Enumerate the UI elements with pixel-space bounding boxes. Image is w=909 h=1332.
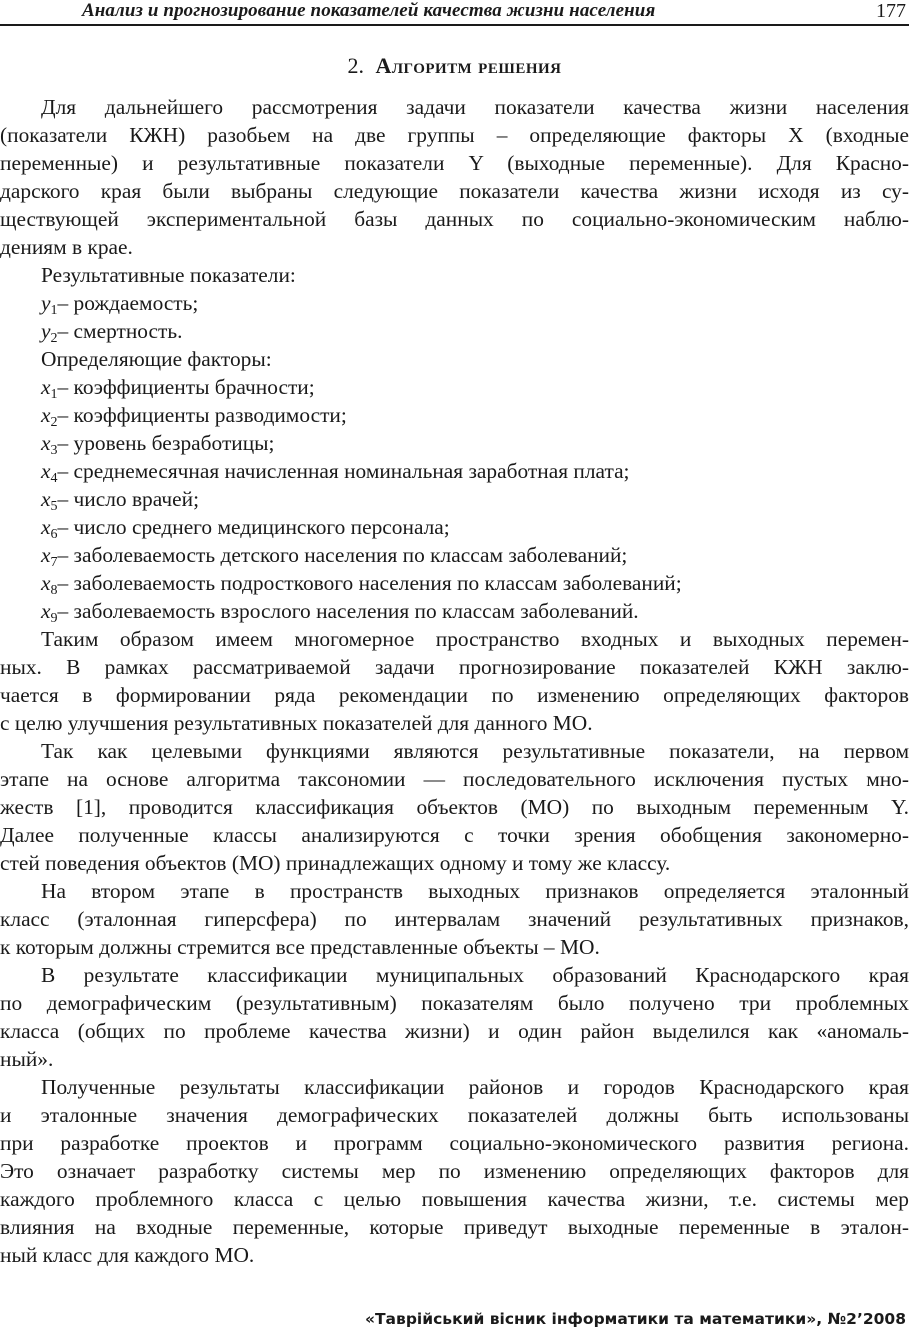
paragraph-line: и эталонные значения демографических показателей должны быть использованы: [0, 1103, 909, 1127]
paragraph-line: стей поведения объектов (МО) принадлежащих одному и тому же классу.: [0, 851, 671, 875]
paragraph-line: Так как целевыми функциями являются результативные показатели, на первом: [41, 739, 909, 763]
variable-symbol: [41, 459, 58, 486]
section-title: Алгоритм решения: [375, 53, 562, 78]
list-item: [41, 430, 901, 456]
variable-index: 4: [50, 471, 58, 486]
variable-symbol: [41, 543, 58, 570]
list-item-text: – заболеваемость взрослого населения по классам заболеваний.: [57, 599, 639, 623]
variable-index: 2: [50, 415, 58, 430]
list-item: [41, 458, 901, 484]
running-header-title: Анализ и прогнозирование показателей качества жизни населения: [82, 0, 656, 21]
variable-index: 3: [50, 443, 58, 458]
variable-symbol: [41, 375, 58, 402]
paragraph-line: Это означает разработку системы мер по изменению определяющих факторов для: [0, 1159, 909, 1183]
paragraph-line: (показатели КЖН) разобьем на две группы – определяющие факторы X (входные: [0, 123, 909, 147]
list-item-text: – смертность.: [57, 319, 183, 343]
variable-symbol: [41, 571, 58, 598]
section-heading: [0, 53, 909, 79]
paragraph-line: Таким образом имеем многомерное пространство входных и выходных перемен-: [41, 627, 909, 651]
list-item: [41, 598, 901, 624]
paragraph-line: класса (общих по проблеме качества жизни) и один район выделился как «аномаль-: [0, 1019, 909, 1043]
list-heading: Определяющие факторы:: [41, 347, 272, 371]
paragraph-line: Для дальнейшего рассмотрения задачи показатели качества жизни населения: [41, 95, 909, 119]
paragraph-line: дениям в крае.: [0, 235, 133, 259]
paragraph-line: переменные) и результативные показатели Y (выходные переменные). Для Красно-: [0, 151, 909, 175]
variable-letter: x: [41, 599, 51, 623]
variable-letter: x: [41, 431, 51, 455]
paragraph-line: этапе на основе алгоритма таксономии — последовательного исключения пустых мно-: [0, 767, 909, 791]
journal-footer: «Таврійський вісник інформатики та математики», №2’2008: [364, 1310, 906, 1328]
paragraph-line: На втором этапе в пространств выходных признаков определяется эталонный: [41, 879, 909, 903]
variable-symbol: [41, 319, 58, 346]
list-item: [41, 318, 901, 344]
paragraph-line: к которым должны стремится все представленные объекты – МО.: [0, 935, 600, 959]
list-item: [41, 514, 901, 540]
variable-symbol: [41, 291, 58, 318]
variable-index: 1: [50, 303, 58, 318]
list-item: [41, 486, 901, 512]
running-header: [0, 0, 909, 24]
paragraph-line: ществующей экспериментальной базы данных по социально-экономическим наблю-: [0, 207, 909, 231]
variable-letter: y: [41, 291, 51, 315]
paragraph-line: при разработке проектов и программ социально-экономического развития региона.: [0, 1131, 909, 1155]
list-item: [41, 542, 901, 568]
variable-index: 9: [50, 611, 58, 626]
paragraph-line: Полученные результаты классификации районов и городов Краснодарского края: [41, 1075, 909, 1099]
variable-index: 8: [50, 583, 58, 598]
variable-symbol: [41, 515, 58, 542]
paragraph-line: ный класс для каждого МО.: [0, 1243, 255, 1267]
list-item: [41, 374, 901, 400]
variable-index: 2: [50, 331, 58, 346]
list-item-text: – коэффициенты брачности;: [57, 375, 315, 399]
list-item-text: – коэффициенты разводимости;: [57, 403, 347, 427]
paragraph-line: дарского края были выбраны следующие показатели качества жизни исходя из су-: [0, 179, 909, 203]
list-item-text: – заболеваемость детского населения по классам заболеваний;: [57, 543, 628, 567]
variable-letter: x: [41, 543, 51, 567]
variable-letter: x: [41, 403, 51, 427]
paragraph-line: Далее полученные классы анализируются с точки зрения обобщения закономерно-: [0, 823, 909, 847]
list-item-text: – число врачей;: [57, 487, 200, 511]
section-number: 2.: [347, 53, 364, 78]
paragraph-line: класс (эталонная гиперсфера) по интервалам значений результативных признаков,: [0, 907, 909, 931]
paragraph-line: влияния на входные переменные, которые приведут выходные переменные в эталон-: [0, 1215, 909, 1239]
list-item-text: – число среднего медицинского персонала;: [57, 515, 450, 539]
list-item-text: – среднемесячная начисленная номинальная заработная плата;: [57, 459, 630, 483]
list-item: [41, 290, 901, 316]
variable-letter: x: [41, 487, 51, 511]
paragraph-line: ный».: [0, 1047, 54, 1071]
list-item: [41, 570, 901, 596]
variable-symbol: [41, 599, 58, 626]
variable-letter: x: [41, 459, 51, 483]
variable-index: 7: [50, 555, 58, 570]
variable-index: 1: [50, 387, 58, 402]
variable-index: 5: [50, 499, 58, 514]
page-number: 177: [876, 0, 906, 22]
list-item-text: – рождаемость;: [57, 291, 199, 315]
variable-letter: x: [41, 571, 51, 595]
list-item-text: – уровень безработицы;: [57, 431, 275, 455]
paragraph-line: чается в формировании ряда рекомендации по изменению определяющих факторов: [0, 683, 909, 707]
variable-symbol: [41, 403, 58, 430]
variable-symbol: [41, 487, 58, 514]
paragraph-line: с целю улучшения результативных показателей для данного МО.: [0, 711, 593, 735]
paragraph-line: ных. В рамках рассматриваемой задачи прогнозирование показателей КЖН заклю-: [0, 655, 909, 679]
paragraph-line: каждого проблемного класса с целью повышения качества жизни, т.е. системы мер: [0, 1187, 909, 1211]
list-item: [41, 402, 901, 428]
paragraph-line: жеств [1], проводится классификация объектов (МО) по выходным переменным Y.: [0, 795, 909, 819]
variable-symbol: [41, 431, 58, 458]
paragraph-line: В результате классификации муниципальных образований Краснодарского края: [41, 963, 909, 987]
variable-letter: y: [41, 319, 51, 343]
variable-index: 6: [50, 527, 58, 542]
list-item-text: – заболеваемость подросткового населения по классам заболеваний;: [57, 571, 682, 595]
variable-letter: x: [41, 375, 51, 399]
variable-letter: x: [41, 515, 51, 539]
header-rule: [0, 24, 909, 26]
paragraph-line: по демографическим (результативным) показателям было получено три проблемных: [0, 991, 909, 1015]
list-heading: Результативные показатели:: [41, 263, 296, 287]
